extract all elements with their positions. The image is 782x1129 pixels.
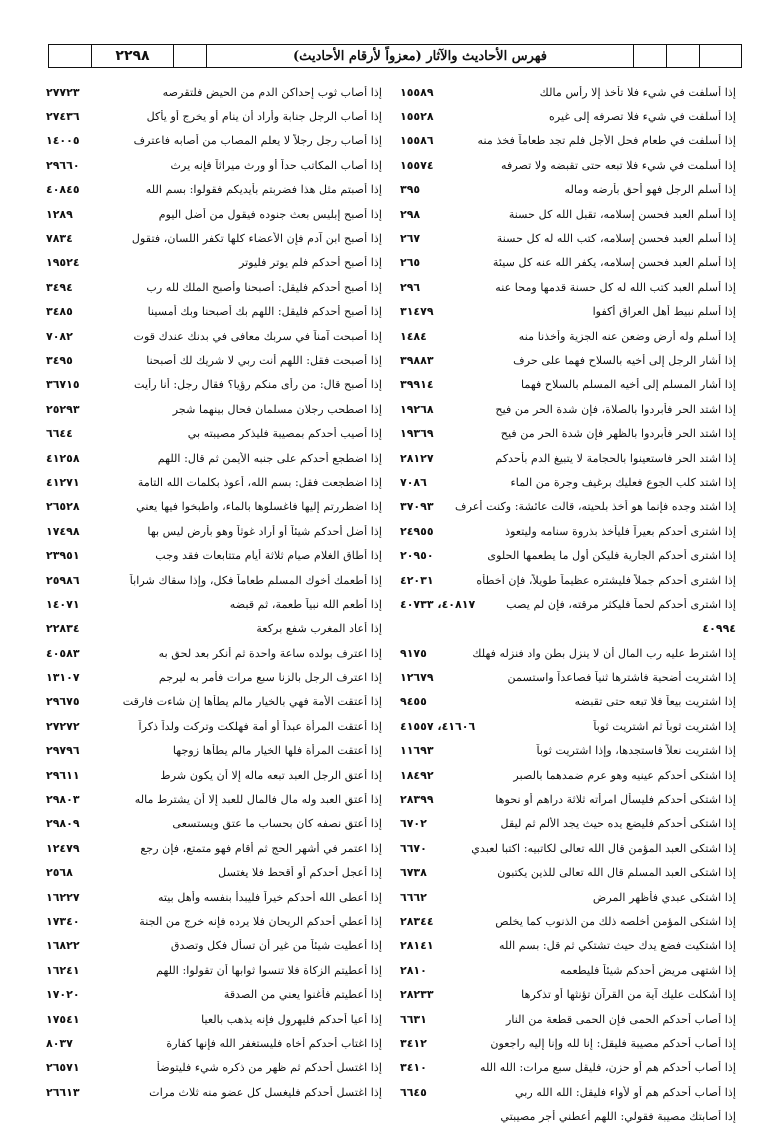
hadith-entry: [400, 470, 736, 494]
hadith-entry: [400, 519, 736, 543]
hadith-text: إذا اعتمر في أشهر الحج ثم أقام فهو متمتع، فإن رجع: [140, 841, 382, 855]
hadith-entry: [400, 568, 736, 592]
hadith-entry: [400, 104, 736, 128]
hadith-text: إذا أصاب ثوب إحداكن الدم من الحيض فلتقرصه: [162, 85, 382, 99]
hadith-text: إذا أسلم العبد فحسن إسلامه، كتب الله له كل حسنة: [496, 232, 736, 246]
hadith-entry: [400, 129, 736, 153]
hadith-entry: [46, 690, 382, 714]
hadith-ref-number: ٢٦٥٧١: [46, 1061, 80, 1075]
hadith-text: إذا أعتق الرجل العبد تبعه ماله إلا أن يكون شرط: [160, 768, 382, 782]
header-blank-cell: [633, 45, 666, 67]
hadith-text: إذا أسلمت في شيء فلا تبعه حتى تقبضه ولا تصرفه: [501, 158, 736, 172]
hadith-entry: [46, 446, 382, 470]
hadith-text: إذا أصبح ابن آدم فإن الأعضاء كلها تكفر اللسان، فتقول: [131, 232, 382, 246]
hadith-text: إذا اصطحب رجلان مسلمان فحال بينهما شجر: [172, 402, 382, 416]
hadith-ref-number: ٢٩٦٦٠: [46, 158, 80, 172]
hadith-entry: [400, 1031, 736, 1055]
hadith-entry: [46, 1080, 382, 1104]
hadith-entry: [400, 934, 736, 958]
hadith-ref-number: ٢٨١٢٧: [400, 451, 434, 465]
hadith-entry: [400, 178, 736, 202]
hadith-entry: [400, 690, 736, 714]
hadith-text: إذا أعطي أحدكم الريحان فلا يرده فإنه خرج من الجنة: [139, 914, 382, 928]
hadith-text: إذا اشتكى المؤمن أخلصه ذلك من الذنوب كما يخلص: [495, 914, 736, 928]
hadith-ref-number: ١٨٤٩٢: [400, 768, 434, 782]
hadith-ref-number: ٤٠٨٤٥: [46, 183, 80, 197]
hadith-entry: [400, 153, 736, 177]
hadith-text: إذا اغتسل أحدكم فليغسل كل عضو منه ثلاث مرات: [149, 1085, 382, 1099]
hadith-ref-number: ٣٤٩٤: [46, 280, 73, 294]
hadith-ref-number: ٢٨٣٩٩: [400, 793, 434, 807]
hadith-ref-number: ١٩٣٦٩: [400, 427, 434, 441]
page-header: [48, 44, 742, 68]
hadith-text: إذا أطاق الغلام صيام ثلاثة أيام متتابعات فقد وجب: [155, 549, 382, 563]
hadith-entry: [400, 80, 736, 104]
hadith-ref-number: ١٤٨٤: [400, 329, 427, 343]
hadith-ref-number: ٢٥٩٨٦: [46, 573, 80, 587]
hadith-ref-number: ١٥٥٢٨: [400, 110, 434, 124]
hadith-entry: [46, 300, 382, 324]
hadith-entry: [46, 495, 382, 519]
hadith-entry: [400, 373, 736, 397]
hadith-entry: [46, 836, 382, 860]
hadith-entry: [46, 909, 382, 933]
hadith-ref-number: ٢٩٨٠٩: [46, 817, 80, 831]
hadith-entry: [400, 397, 736, 421]
hadith-ref-number: ٢٥٢٩٣: [46, 402, 80, 416]
hadith-ref-number: ١٤٠٧١: [46, 597, 80, 611]
hadith-text: إذا أصاب أحدكم الحمى فإن الحمى قطعة من النار: [505, 1012, 736, 1026]
hadith-entry: [46, 373, 382, 397]
hadith-ref-number: ١٥٥٨٩: [400, 85, 434, 99]
hadith-entry: [400, 763, 736, 787]
hadith-entry: [400, 446, 736, 470]
hadith-ref-number: ١٦٢٢٧: [46, 890, 80, 904]
hadith-entry: [46, 739, 382, 763]
hadith-entry: [46, 470, 382, 494]
hadith-ref-number: ٦٧٣٨: [400, 866, 427, 880]
hadith-entry: [46, 1056, 382, 1080]
hadith-entry: [46, 421, 382, 445]
hadith-ref-number: ١١٦٩٣: [400, 744, 434, 758]
hadith-entry: [46, 958, 382, 982]
hadith-entry: [46, 617, 382, 641]
hadith-entry: [46, 153, 382, 177]
hadith-entry: [400, 348, 736, 372]
hadith-entry: [46, 202, 382, 226]
hadith-text: إذا أصاب أحدكم هم أو حزن، فليقل سبع مرات: الله الله: [479, 1061, 736, 1075]
hadith-ref-number: ٢٢٨٣٤: [46, 622, 80, 636]
hadith-entry: [400, 714, 736, 738]
hadith-ref-number: ٤١٦٠٦، ٤١٥٥٧: [400, 719, 476, 733]
hadith-ref-number: ١٧٤٩٨: [46, 524, 80, 538]
hadith-text: إذا أعطيتم الزكاة فلا تنسوا ثوابها أن تقولوا: اللهم: [156, 963, 382, 977]
hadith-text: إذا أسلم وله أرض وضعن عنه الجزية وأخذنا منه: [518, 329, 736, 343]
hadith-ref-number: ١٧٣٤٠: [46, 914, 80, 928]
hadith-entry: [400, 617, 736, 641]
hadith-entry: [46, 665, 382, 689]
hadith-text: إذا اشتد وجده فإنما هو أخذ بلحيته، قالت عائشة: وكنت أعرف: [454, 500, 736, 514]
hadith-text: إذا أصيب أحدكم بمصيبة فليذكر مصيبته بي: [187, 427, 382, 441]
hadith-ref-number: ١٦٨٢٢: [46, 939, 80, 953]
hadith-text: إذا أشار الرجل إلى أخيه بالسلاح فهما على حرف: [513, 353, 736, 367]
page-number: ٢٢٩٨: [91, 45, 173, 67]
hadith-ref-number: ٦٦٣١: [400, 1012, 427, 1026]
hadith-text: إذا أعاد المغرب شفع بركعة: [256, 622, 382, 636]
hadith-entry: [46, 592, 382, 616]
hadith-ref-number: ٤١٢٧١: [46, 475, 80, 489]
hadith-ref-number: ٢٨٢٣٣: [400, 988, 434, 1002]
hadith-ref-number: ٤٠٥٨٣: [46, 646, 80, 660]
hadith-text: إذا أصبتم مثل هذا فضربتم بأيديكم فقولوا: بسم الله: [145, 183, 382, 197]
hadith-entry: [46, 275, 382, 299]
hadith-text: إذا أصاب رجل رجلاً لا يعلم المصاب من أصابه فاعترف: [133, 134, 382, 148]
hadith-entry: [46, 251, 382, 275]
hadith-text: إذا اشتكى أحدكم فليسأل امرأته ثلاثة دراهم أو نحوها: [495, 793, 736, 807]
hadith-text: إذا اشتكى العبد المسلم قال الله تعالى للذين يكتبون: [497, 866, 736, 880]
hadith-text: إذا أطعمك أخوك المسلم طعاماً فكل، وإذا سقاك شراباً: [129, 573, 382, 587]
hadith-ref-number: ٧٨٣٤: [46, 232, 73, 246]
hadith-text: إذا اشتكى عبدي فأظهر المرض: [592, 890, 736, 904]
hadith-ref-number: ٣٤١٠: [400, 1061, 427, 1075]
hadith-entry: [400, 1104, 736, 1128]
hadith-entry: [400, 1007, 736, 1031]
hadith-text: إذا أشكلت عليك آية من القرآن تؤنثها أو تذكرها: [521, 988, 736, 1002]
hadith-ref-number: ٢٦٥٢٨: [46, 500, 80, 514]
hadith-text: إذا اشتريت بيعاً فلا تبعه حتى تقبضه: [574, 695, 736, 709]
left-column: [46, 80, 382, 1104]
hadith-text: إذا اشتكى أحدكم فليضع يده حيث يجد الألم ثم ليقل: [500, 817, 736, 831]
hadith-ref-number: ١٥٥٨٦: [400, 134, 434, 148]
hadith-text: إذا اشتد الحر فاستعينوا بالحجامة لا يتبيغ الدم بأحدكم: [495, 451, 736, 465]
hadith-entry: [400, 495, 736, 519]
hadith-ref-number: ٣٩٨٨٣: [400, 353, 434, 367]
hadith-entry: [46, 934, 382, 958]
hadith-ref-number: ٢٦٥: [400, 256, 421, 270]
hadith-entry: [400, 909, 736, 933]
hadith-text: إذا اشتريت نعلاً فاستجدها، وإذا اشتريت ثوباً: [536, 744, 736, 758]
hadith-text: إذا اضطجع أحدكم على جنبه الأيمن ثم قال: اللهم: [157, 451, 382, 465]
hadith-entry: [400, 641, 736, 665]
hadith-text: إذا اشترى أحدكم لحماً فليكثر مرقته، فإن لم يصب: [506, 597, 736, 611]
page-title: فهرس الأحاديث والآثار (معزواً لأرقام الأحاديث): [206, 45, 633, 67]
hadith-ref-number: ٢٨٣٤٤: [400, 914, 434, 928]
hadith-entry: [46, 178, 382, 202]
hadith-ref-number: ٧٠٨٦: [400, 475, 427, 489]
header-blank-cell: [699, 45, 741, 67]
hadith-entry: [400, 592, 736, 616]
hadith-ref-number: ١٤٠٠٥: [46, 134, 80, 148]
hadith-entry: [46, 348, 382, 372]
hadith-ref-number: ١٩٢٦٨: [400, 402, 434, 416]
hadith-ref-number: ٢٧٢٧٢: [46, 719, 80, 733]
hadith-text: إذا أسلم العبد فحسن إسلامه، تقبل الله كل حسنة: [508, 207, 736, 221]
hadith-ref-number: ٢٧٤٣٦: [46, 110, 80, 124]
hadith-entry: [46, 982, 382, 1006]
hadith-ref-number: ٦٧٠٢: [400, 817, 427, 831]
hadith-entry: [46, 129, 382, 153]
hadith-text: إذا اشترط عليه رب المال أن لا ينزل بطن واد فنزله فهلك: [472, 646, 736, 660]
hadith-ref-number: ١٢٦٧٩: [400, 671, 434, 685]
hadith-entry: [46, 714, 382, 738]
hadith-entry: [46, 397, 382, 421]
hadith-text: إذا أضل أحدكم شيئاً أو أراد غوثاً وهو بأرض ليس بها: [147, 524, 382, 538]
hadith-ref-number: ١٧٠٢٠: [46, 988, 80, 1002]
hadith-text: إذا اشتريت ثوباً ثم اشتريت ثوباً: [593, 719, 736, 733]
hadith-ref-number: ٣٧٠٩٣: [400, 500, 434, 514]
hadith-text: إذا أصاب أحدكم مصيبة فليقل: إنا لله وإنا إليه راجعون: [490, 1036, 736, 1050]
hadith-text: إذا اشتد كلب الجوع فعليك برغيف وجرة من الماء: [510, 475, 736, 489]
hadith-entry: [400, 1080, 736, 1104]
hadith-ref-number: ٣١٤٧٩: [400, 305, 434, 319]
hadith-entry: [46, 763, 382, 787]
hadith-entry: [400, 861, 736, 885]
hadith-text: إذا اشترى أحدكم الجارية فليكن أول ما يطعمها الحلوى: [487, 549, 736, 563]
hadith-text: إذا أعيا أحدكم فليهرول فإنه يذهب بالعيا: [201, 1012, 382, 1026]
hadith-ref-number: ١٢٨٩: [46, 207, 73, 221]
hadith-ref-number: ٢٩٦: [400, 280, 421, 294]
hadith-entry: [46, 861, 382, 885]
hadith-entry: [400, 1056, 736, 1080]
right-column: [400, 80, 736, 1129]
hadith-entry: [46, 80, 382, 104]
hadith-text: إذا أسلم الرجل فهو أحق بأرضه وماله: [564, 183, 736, 197]
hadith-ref-number: ٤٠٨١٧، ٤٠٧٣٣: [400, 597, 476, 611]
hadith-entry: [400, 275, 736, 299]
hadith-entry: [400, 836, 736, 860]
hadith-text: إذا اشتهى مريض أحدكم شيئاً فليطعمه: [560, 963, 736, 977]
hadith-text: إذا اعترف بولده ساعة واحدة ثم أنكر بعد لحق به: [158, 646, 382, 660]
hadith-text: إذا أعطى الله أحدكم خيراً فليبدأ بنفسه وأهل بيته: [157, 890, 382, 904]
hadith-text: إذا أصبحت فقل: اللهم أنت ربي لا شريك لك أصبحنا: [146, 353, 382, 367]
hadith-ref-number: ٣٩٩١٤: [400, 378, 434, 392]
hadith-entry: [46, 885, 382, 909]
hadith-text: إذا أعجل أحدكم أو أقحط فلا يغتسل: [218, 866, 382, 880]
hadith-ref-number: ١٩٥٢٤: [46, 256, 80, 270]
hadith-text: إذا أعتقت المرأة فلها الخيار مالم يطأها زوجها: [172, 744, 382, 758]
hadith-ref-number: ٣٩٥: [400, 183, 421, 197]
hadith-ref-number: ١٣١٠٧: [46, 671, 80, 685]
hadith-text: إذا أصبح إبليس بعث جنوده فيقول من أضل اليوم: [158, 207, 382, 221]
hadith-text: إذا أسلم العبد كتب الله له كل حسنة قدمها ومحا عنه: [495, 280, 736, 294]
hadith-text: إذا أعطيت شيئاً من غير أن تسأل فكل وتصدق: [170, 939, 382, 953]
hadith-ref-number: ٢٩٧٩٦: [46, 744, 80, 758]
hadith-entry: [46, 1031, 382, 1055]
hadith-text: إذا أطعم الله نبياً طعمة، ثم قبضه: [229, 597, 382, 611]
hadith-entry: [46, 812, 382, 836]
hadith-entry: [400, 885, 736, 909]
hadith-text: إذا أصاب المكاتب حداً أو ورث ميراثاً فإنه يرث: [170, 158, 382, 172]
hadith-text: إذا أعتقت الأمة فهي بالخيار مالم يطأها إن شاءت فارقت: [122, 695, 382, 709]
hadith-entry: [46, 543, 382, 567]
hadith-ref-number: ٣٤٨٥: [46, 305, 73, 319]
header-blank-cell: [666, 45, 699, 67]
hadith-text: إذا اشترى أحدكم جملاً فليشتره عظيماً طويلاً، فإن أخطأه: [476, 573, 736, 587]
hadith-ref-number: ٤٢٠٣١: [400, 573, 434, 587]
hadith-text: إذا أصبحت آمناً في سربك معافى في بدنك عندك قوت: [133, 329, 382, 343]
hadith-text: إذا أشار المسلم إلى أخيه المسلم بالسلاح فهما: [520, 378, 736, 392]
hadith-entry: [400, 543, 736, 567]
hadith-ref-number: ٩٤٥٥: [400, 695, 427, 709]
hadith-ref-number: ١٧٥٤١: [46, 1012, 80, 1026]
hadith-ref-number: ٢٩٦١١: [46, 768, 80, 782]
hadith-ref-number: ٢٩٨٠٣: [46, 793, 80, 807]
hadith-ref-number: ٤١٢٥٨: [46, 451, 80, 465]
hadith-ref-number: ٢٤٩٥٥: [400, 524, 434, 538]
hadith-entry: [400, 251, 736, 275]
hadith-text: إذا أعتق العبد وله مال فالمال للعبد إلا أن يشترط ماله: [134, 793, 382, 807]
hadith-entry: [400, 226, 736, 250]
header-blank-cell: [49, 45, 91, 67]
hadith-ref-number: ٣٤٩٥: [46, 353, 73, 367]
hadith-entry: [400, 324, 736, 348]
hadith-text: إذا أصبح أحدكم فليقل: اللهم بك أصبحنا وبك أمسينا: [147, 305, 382, 319]
hadith-ref-number: ٣٦٧١٥: [46, 378, 80, 392]
hadith-text: إذا أسلم نبيط أهل العراق أكفوا: [592, 305, 736, 319]
hadith-entry: [46, 519, 382, 543]
hadith-text: إذا أسلفت في طعام فحل الأجل فلم تجد طعاماً فخذ منه: [477, 134, 736, 148]
hadith-entry: [46, 104, 382, 128]
hadith-text: إذا أسلم العبد فحسن إسلامه، يكفر الله عنه كل سيئة: [492, 256, 736, 270]
hadith-text: إذا أصاب أحدكم هم أو لأواء فليقل: الله الله ربي: [514, 1085, 736, 1099]
hadith-entry: [46, 568, 382, 592]
hadith-entry: [46, 1007, 382, 1031]
hadith-entry: [400, 202, 736, 226]
hadith-ref-number: ٢٩٦٧٥: [46, 695, 80, 709]
hadith-text: إذا أصاب الرجل جنابة وأراد أن ينام أو يخرج أو يأكل: [146, 110, 382, 124]
hadith-ref-number: ٢٨١٠: [400, 963, 427, 977]
hadith-text: إذا أصابتك مصيبة فقولي: اللهم أعطني أجر مصيبتي: [500, 1110, 736, 1124]
hadith-text: إذا اضطجعت فقل: بسم الله، أعوذ بكلمات الله التامة: [137, 475, 382, 489]
hadith-ref-number: ٣٤١٢: [400, 1036, 427, 1050]
hadith-entry: [400, 982, 736, 1006]
hadith-ref-number: ٢٠٩٥٠: [400, 549, 434, 563]
hadith-ref-number: ٦٦٤٥: [400, 1085, 427, 1099]
hadith-text: إذا أسلفت في شيء فلا تصرفه إلى غيره: [548, 110, 736, 124]
hadith-ref-number: ١٦٢٤١: [46, 963, 80, 977]
hadith-ref-number: ٢٨١٤١: [400, 939, 434, 953]
hadith-text: إذا اشتكى العبد المؤمن قال الله تعالى لكاتبيه: اكتبا لعبدي: [471, 841, 736, 855]
hadith-ref-number: ٩١٧٥: [400, 646, 427, 660]
hadith-ref-number: ٢٥٦٨: [46, 866, 73, 880]
hadith-text: إذا أعطيتم فأغنوا يعني من الصدقة: [223, 988, 382, 1002]
hadith-text: إذا اغتسل أحدكم ثم ظهر من ذكره شيء فليتوضأ: [156, 1061, 382, 1075]
header-blank-cell: [173, 45, 206, 67]
hadith-entry: [400, 787, 736, 811]
hadith-ref-number: ١٢٤٧٩: [46, 841, 80, 855]
hadith-entry: [46, 641, 382, 665]
hadith-ref-number: ٨٠٣٧: [46, 1036, 73, 1050]
hadith-ref-number: ٧٠٨٢: [46, 329, 73, 343]
hadith-text: إذا أصبح أحدكم فليقل: أصبحنا وأصبح الملك لله رب: [146, 280, 382, 294]
hadith-ref-number: ٢٣٩٥١: [46, 549, 80, 563]
hadith-ref-number: ٢٦٧: [400, 232, 421, 246]
hadith-ref-number: ٢٧٧٢٣: [46, 85, 80, 99]
hadith-entry: [400, 300, 736, 324]
hadith-text: إذا اضطررتم إليها فاغسلوها بالماء، واطبخوا فيها يعني: [136, 500, 382, 514]
hadith-text: إذا اشترى أحدكم بعيراً فليأخذ بذروة سنامه وليتعوذ: [505, 524, 736, 538]
hadith-text: إذا اشتكيت فضع يدك حيث تشتكي ثم قل: بسم الله: [499, 939, 736, 953]
hadith-entry: [400, 665, 736, 689]
hadith-text: إذا أعتقت المرأة عبداً أو أمة فهلكت وتركت ولداً ذكراً: [138, 719, 382, 733]
hadith-text: إذا اشتكى أحدكم عينيه وهو عرم ضمدهما بالصبر: [513, 768, 736, 782]
hadith-entry: [400, 812, 736, 836]
hadith-text: إذا اشتريت أضحية فاشترها ثنياً فصاعداً واستسمن: [507, 671, 736, 685]
hadith-entry: [400, 958, 736, 982]
hadith-text: إذا اغتاب أحدكم أخاه فليستغفر الله فإنها كفارة: [166, 1036, 382, 1050]
hadith-ref-number: ٦٦٤٤: [46, 427, 73, 441]
hadith-ref-number: ١٥٥٧٤: [400, 158, 434, 172]
hadith-entry: [46, 226, 382, 250]
hadith-entry: [46, 787, 382, 811]
hadith-ref-number: ٦٦٧٠: [400, 841, 427, 855]
hadith-entry: [46, 324, 382, 348]
hadith-text: إذا أصبح أحدكم فلم يوتر فليوتر: [238, 256, 382, 270]
hadith-text: إذا اشتد الحر فأبردوا بالظهر فإن شدة الحر من فيح: [500, 427, 736, 441]
hadith-entry: [400, 421, 736, 445]
hadith-text: إذا أعتق نصفه كان بحساب ما عتق ويستسعى: [172, 817, 382, 831]
hadith-ref-number: ٦٦٦٢: [400, 890, 427, 904]
hadith-ref-number: ٢٦٦١٣: [46, 1085, 80, 1099]
hadith-ref-number: ٢٩٨: [400, 207, 421, 221]
hadith-text: إذا أسلفت في شيء فلا تأخذ إلا رأس مالك: [539, 85, 736, 99]
hadith-text: إذا اعترف الرجل بالزنا سبع مرات فأمر به ليرجم: [158, 671, 382, 685]
hadith-text: إذا أصبح قال: من رأى منكم رؤيا؟ فقال رجل: أنا رأيت: [134, 378, 382, 392]
hadith-entry: [400, 739, 736, 763]
hadith-text: إذا اشتد الحر فأبردوا بالصلاة، فإن شدة الحر من فيح: [495, 402, 736, 416]
hadith-ref-number: ٤٠٩٩٤: [702, 622, 736, 636]
